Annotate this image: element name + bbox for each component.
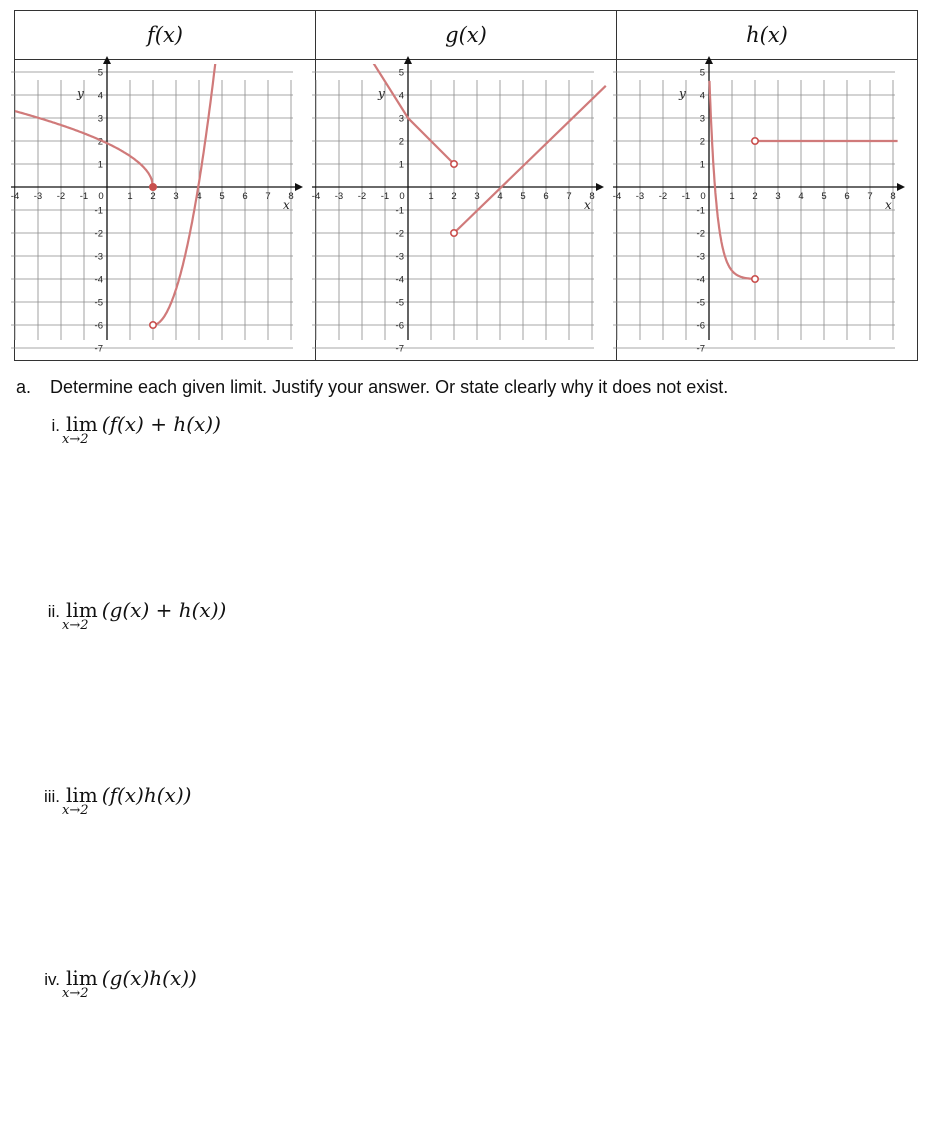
lim-word: lim x→2 [62, 598, 98, 633]
x-tick-label: 1 [729, 191, 735, 202]
g-open-dot-upper [451, 161, 457, 167]
g-title: g(x) [445, 23, 487, 47]
y-tick-label: -6 [94, 320, 103, 332]
y-tick-label: 4 [97, 90, 103, 102]
g-open-dot-lower [451, 230, 457, 236]
instructions [16, 377, 728, 398]
f-graph-cell [10, 60, 316, 361]
part-numeral: ii. [47, 602, 60, 621]
y-tick-label: 1 [97, 159, 103, 171]
limit-expression [62, 783, 192, 818]
y-tick-label: -2 [696, 228, 705, 240]
y-tick-label: 5 [97, 67, 103, 79]
y-tick-label: -7 [395, 343, 404, 355]
lim-word: lim x→2 [62, 783, 98, 818]
y-tick-label: 3 [699, 113, 705, 125]
x-axis-label: x [584, 198, 591, 212]
x-tick-label: 1 [428, 191, 434, 202]
part-numeral: i. [51, 416, 60, 435]
y-tick-label: -4 [696, 274, 705, 286]
x-tick-label: -2 [357, 191, 367, 202]
y-tick-label: -2 [94, 228, 103, 240]
x-tick-label: -1 [681, 191, 691, 202]
x-tick-label: -3 [635, 191, 645, 202]
y-tick-label: -5 [696, 297, 705, 309]
y-tick-label: 3 [398, 113, 404, 125]
x-tick-label: -3 [33, 191, 43, 202]
x-tick-label: 5 [219, 191, 225, 202]
y-tick-label: 2 [97, 136, 103, 148]
g-graph-cell [311, 60, 617, 361]
h-title-cell [617, 11, 918, 60]
h-title: h(x) [746, 23, 788, 47]
lim-subscript: x→2 [62, 618, 89, 633]
part-numeral: iii. [43, 787, 60, 806]
limit-expression [62, 598, 227, 633]
x-tick-label: -2 [658, 191, 668, 202]
y-tick-label: -2 [395, 228, 404, 240]
x-tick-label: 8 [890, 191, 896, 202]
x-tick-label: 0 [399, 191, 405, 202]
x-axis-arrow [897, 183, 905, 191]
y-tick-label: -6 [696, 320, 705, 332]
x-tick-label: -4 [612, 191, 622, 202]
x-tick-label: 4 [196, 191, 202, 202]
y-tick-label: -6 [395, 320, 404, 332]
x-tick-label: -3 [334, 191, 344, 202]
x-tick-label: 2 [752, 191, 758, 202]
f-title-cell [15, 11, 316, 60]
y-tick-label: -3 [696, 251, 705, 263]
y-tick-label: -5 [94, 297, 103, 309]
lim-word: lim x→2 [62, 412, 98, 447]
lim-function: (g(x) + h(x)) [101, 598, 227, 622]
x-tick-label: 7 [566, 191, 572, 202]
x-tick-label: 5 [520, 191, 526, 202]
y-tick-label: -5 [395, 297, 404, 309]
y-tick-label: -1 [395, 205, 404, 217]
lim-function: (f(x)h(x)) [101, 783, 192, 807]
y-tick-label: -4 [94, 274, 103, 286]
x-tick-label: 4 [798, 191, 804, 202]
y-tick-label: 4 [398, 90, 404, 102]
h-open-dot-lower [752, 276, 758, 282]
y-tick-label: 4 [699, 90, 705, 102]
y-tick-label: -1 [94, 205, 103, 217]
x-axis-label: x [283, 198, 290, 212]
x-axis-label: x [885, 198, 892, 212]
x-axis-arrow [295, 183, 303, 191]
y-axis-label: y [679, 86, 686, 101]
y-tick-label: 5 [699, 67, 705, 79]
x-tick-label: 3 [474, 191, 480, 202]
x-axis-arrow [596, 183, 604, 191]
y-tick-label: 1 [398, 159, 404, 171]
x-tick-label: 6 [844, 191, 850, 202]
y-tick-label: -1 [696, 205, 705, 217]
y-tick-label: -4 [395, 274, 404, 286]
x-tick-label: -4 [311, 191, 321, 202]
y-tick-label: -7 [696, 343, 705, 355]
h-graph [612, 60, 917, 360]
x-tick-label: 2 [451, 191, 457, 202]
lim-subscript: x→2 [62, 432, 89, 447]
x-tick-label: 6 [543, 191, 549, 202]
limit-expression [62, 966, 197, 1001]
x-tick-label: 5 [821, 191, 827, 202]
x-tick-label: -1 [79, 191, 89, 202]
h-graph-cell [612, 60, 918, 361]
x-tick-label: 0 [700, 191, 706, 202]
y-tick-label: 3 [97, 113, 103, 125]
x-tick-label: -1 [380, 191, 390, 202]
f-graph [10, 60, 315, 360]
x-tick-label: -4 [10, 191, 20, 202]
f-closed-dot [150, 184, 156, 190]
lim-function: (g(x)h(x)) [101, 966, 197, 990]
x-tick-label: 8 [288, 191, 294, 202]
y-tick-label: -3 [94, 251, 103, 263]
part-letter: a. [16, 377, 32, 397]
g-graph [311, 60, 616, 360]
x-tick-label: 3 [173, 191, 179, 202]
x-tick-label: 4 [497, 191, 503, 202]
y-tick-label: 1 [699, 159, 705, 171]
g-title-cell [316, 11, 617, 60]
x-tick-label: 1 [127, 191, 133, 202]
y-axis-label: y [378, 86, 385, 101]
limit-expression [62, 412, 221, 447]
instructions-text: Determine each given limit. Justify your answer. Or state clearly why it does not exist. [50, 377, 729, 397]
x-tick-label: 3 [775, 191, 781, 202]
h-open-dot-upper [752, 138, 758, 144]
x-tick-label: 7 [867, 191, 873, 202]
graphs-table [10, 10, 918, 361]
lim-word: lim x→2 [62, 966, 98, 1001]
x-tick-label: 2 [150, 191, 156, 202]
lim-subscript: x→2 [62, 986, 89, 1001]
lim-function: (f(x) + h(x)) [101, 412, 221, 436]
part-numeral: iv. [44, 970, 60, 989]
x-tick-label: 6 [242, 191, 248, 202]
y-tick-label: 2 [699, 136, 705, 148]
x-tick-label: -2 [56, 191, 66, 202]
x-tick-label: 0 [98, 191, 104, 202]
x-tick-label: 7 [265, 191, 271, 202]
x-tick-label: 8 [589, 191, 595, 202]
y-tick-label: 2 [398, 136, 404, 148]
y-tick-label: -3 [395, 251, 404, 263]
lim-subscript: x→2 [62, 803, 89, 818]
f-title: f(x) [146, 23, 183, 47]
f-open-dot [150, 322, 156, 328]
y-tick-label: -7 [94, 343, 103, 355]
y-tick-label: 5 [398, 67, 404, 79]
y-axis-label: y [77, 86, 84, 101]
